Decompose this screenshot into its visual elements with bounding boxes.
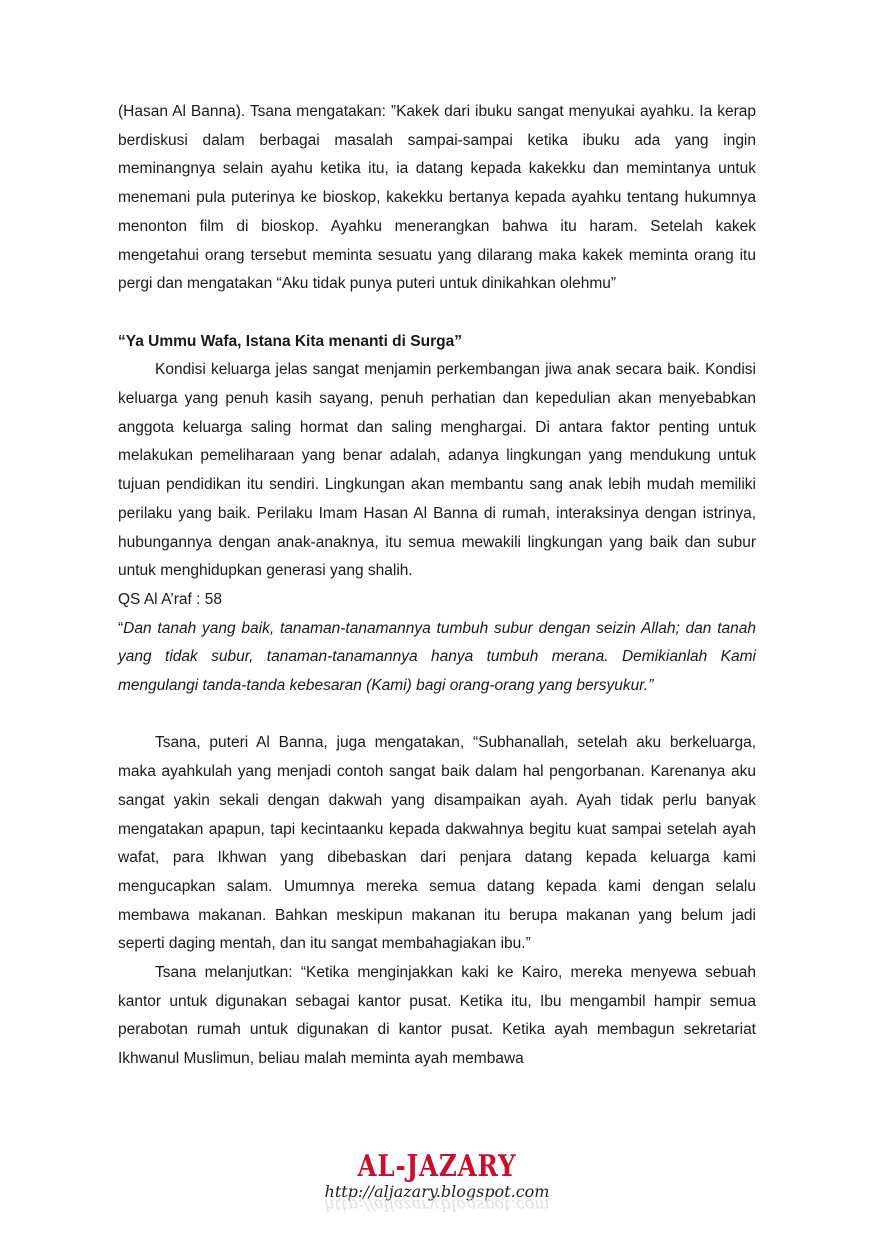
verse-reference: QS Al A’raf : 58: [118, 590, 222, 608]
spacer: [118, 701, 756, 730]
verse-quote: [118, 615, 756, 701]
logo-title: AL-JAZARY: [357, 1149, 517, 1184]
paragraph-kondisi-keluarga: Kondisi keluarga jelas sangat menjamin perkembangan jiwa anak secara baik. Kondisi keluarga yang penuh kasih sayang, penuh perhatian dan kepedulian akan menyebabkan anggota keluarga saling hormat dan saling menghargai. Di antara faktor penting untuk melakukan pemeliharaan yang benar adalah, adanya lingkungan yang mendukung untuk tujuan pendidikan itu sendiri. Lingkungan akan membantu sang anak lebih mudah memiliki perilaku yang baik. Perilaku Imam Hasan Al Banna di rumah, interaksinya dengan istrinya, hubungannya dengan anak-anaknya, itu semua mewakili lingkungan yang baik dan subur untuk menghidupkan generasi yang shalih.: [118, 361, 756, 580]
section-heading: “Ya Ummu Wafa, Istana Kita menanti di Surga”: [118, 332, 462, 350]
paragraph-tsana-melanjutkan: Tsana melanjutkan: “Ketika menginjakkan kaki ke Kairo, mereka menyewa sebuah kantor untuk digunakan sebagai kantor pusat. Ketika itu, Ibu mengambil hampir semua perabotan rumah untuk digunakan di kantor pusat. Ketika ayah membagun sekretariat Ikhwanul Muslimun, beliau malah meminta ayah membawa: [118, 964, 756, 1068]
blog-logo: [0, 1150, 874, 1222]
paragraph-tsana-berkeluarga: Tsana, puteri Al Banna, juga mengatakan, “Subhanallah, setelah aku berkeluarga, maka ayahkulah yang menjadi contoh sangat baik dalam hal pengorbanan. Karenanya aku sangat yakin sekali dengan dakwah yang disampaikan ayah. Ayah tidak perlu banyak mengatakan apapun, tapi kecintaanku kepada dakwahnya begitu kuat sampai setelah ayah wafat, para Ikhwan yang dibebaskan dari penjara datang kepada keluarga kami mengucapkan salam. Umumnya mereka semua datang kepada kami dengan selalu membawa makanan. Bahkan meskipun makanan itu berupa makanan yang belum jadi seperti daging mentah, dan itu sangat membahagiakan ibu.”: [118, 734, 756, 953]
logo-url-reflection: http://aljazary.blogspot.com: [324, 1196, 550, 1215]
logo-url: http://aljazary.blogspot.com: [324, 1182, 550, 1201]
paragraph-hasan-al-banna: (Hasan Al Banna). Tsana mengatakan: ”Kakek dari ibuku sangat menyukai ayahku. Ia kerap berdiskusi dalam berbagai masalah sampai-sampai ketika ibuku ada yang ingin meminangnya selain ayahu ketika itu, ia datang kepada kakekku dan memintanya untuk menemani pula puterinya ke bioskop, kakekku bertanya kepada ayahku tentang hukumnya menonton film di bioskop. Ayahku menerangkan bahwa itu haram. Setelah kakek mengetahui orang tersebut meminta sesuatu yang dilarang maka kakek meminta orang itu pergi dan mengatakan “Aku tidak punya puteri untuk dinikahkan olehmu”: [118, 103, 756, 293]
verse-text: Dan tanah yang baik, tanaman-tanamannya tumbuh subur dengan seizin Allah; dan tanah yang tidak subur, tanaman-tanamannya hanya tumbuh merana. Demikianlah Kami mengulangi tanda-tanda kebesaran (Kami) bagi orang-orang yang bersyukur.”: [118, 619, 756, 695]
logo-url-block: [0, 1182, 874, 1222]
verse-open-quote: “: [118, 619, 124, 637]
document-body: [118, 98, 756, 1074]
